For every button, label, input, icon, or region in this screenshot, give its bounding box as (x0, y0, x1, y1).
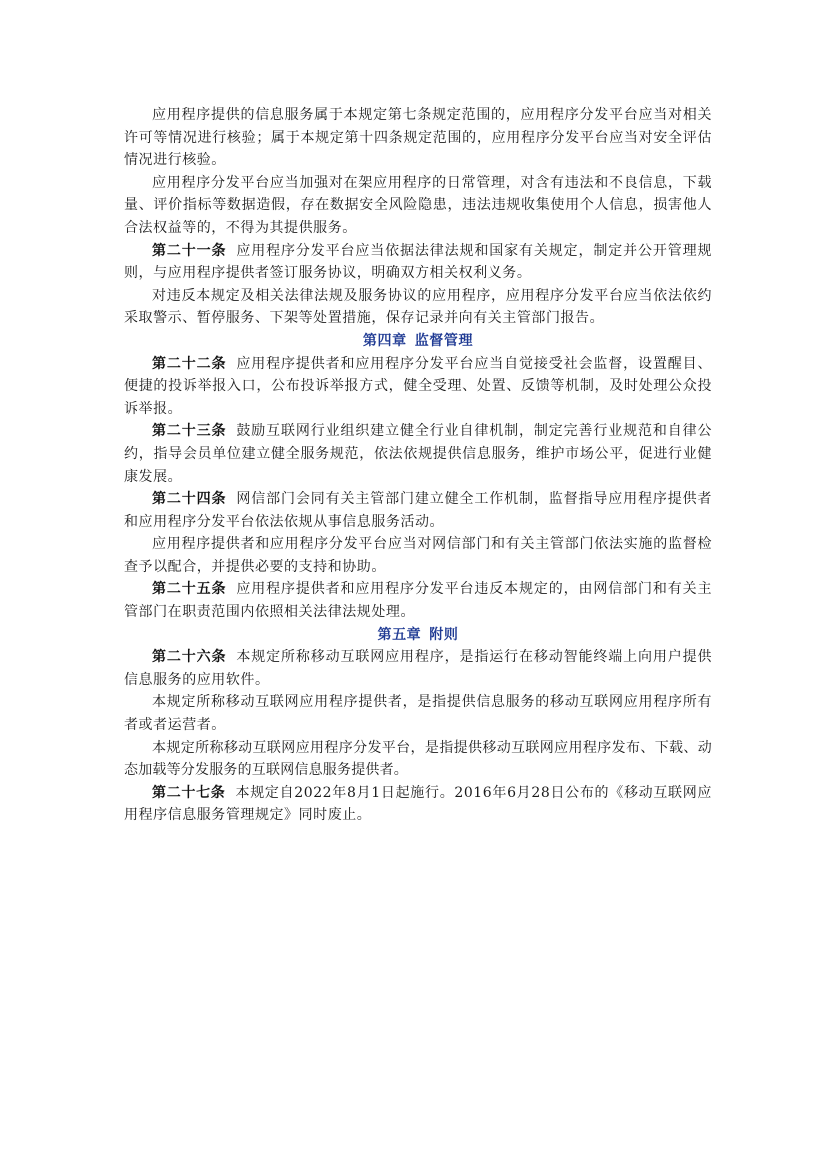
paragraph-text: 应用程序分发平台应当加强对在架应用程序的日常管理，对含有违法和不良信息，下载量、评价指标等数据造假，存在数据安全风险隐患，违法违规收集使用个人信息，损害他人合法权益等的，不得为其提供服务。 (124, 174, 712, 236)
chapter-title: 监督管理 (414, 332, 474, 349)
paragraph (124, 104, 712, 172)
paragraph-text: 网信部门会同有关主管部门建立健全工作机制，监督指导应用程序提供者和应用程序分发平台依法依规从事信息服务活动。 (124, 491, 712, 530)
paragraph (124, 353, 712, 421)
paragraph-text: 本规定自2022年8月1日起施行。2016年6月28日公布的《移动互联网应用程序信息服务管理规定》同时废止。 (124, 784, 712, 824)
paragraph (124, 420, 712, 488)
paragraph-text: 应用程序提供的信息服务属于本规定第七条规定范围的，应用程序分发平台应当对相关许可等情况进行核验；属于本规定第十四条规定范围的，应用程序分发平台应当对安全评估情况进行核验。 (124, 107, 712, 169)
article-number: 第二十二条 (152, 355, 227, 372)
document-page (124, 104, 712, 827)
article-number: 第二十五条 (152, 581, 227, 598)
paragraph-text: 应用程序分发平台应当依据法律法规和国家有关规定，制定并公开管理规则，与应用程序提供者签订服务协议，明确双方相关权利义务。 (124, 242, 712, 282)
paragraph-text: 对违反本规定及相关法律法规及服务协议的应用程序，应用程序分发平台应当依法依约采取警示、暂停服务、下架等处置措施，保存记录并向有关主管部门报告。 (124, 287, 712, 327)
chapter-heading (124, 624, 712, 647)
article-number: 第二十四条 (152, 491, 227, 508)
chapter-number: 第五章 (377, 626, 422, 643)
article-number: 第二十一条 (152, 242, 227, 259)
paragraph (124, 533, 712, 578)
paragraph-text: 本规定所称移动互联网应用程序，是指运行在移动智能终端上向用户提供信息服务的应用软件。 (124, 649, 712, 688)
paragraph (124, 240, 712, 285)
paragraph-text: 应用程序提供者和应用程序分发平台违反本规定的，由网信部门和有关主管部门在职责范围内依照相关法律法规处理。 (124, 581, 712, 621)
chapter-number: 第四章 (362, 332, 407, 349)
paragraph (124, 782, 712, 827)
paragraph (124, 285, 712, 330)
paragraph-text: 本规定所称移动互联网应用程序分发平台，是指提供移动互联网应用程序发布、下载、动态加载等分发服务的互联网信息服务提供者。 (124, 739, 712, 779)
paragraph (124, 578, 712, 623)
article-number: 第二十六条 (152, 649, 227, 666)
paragraph (124, 488, 712, 533)
article-number: 第二十三条 (152, 423, 227, 440)
paragraph (124, 646, 712, 691)
article-number: 第二十七条 (152, 784, 226, 801)
paragraph (124, 737, 712, 782)
paragraph-text: 应用程序提供者和应用程序分发平台应当对网信部门和有关主管部门依法实施的监督检查予以配合，并提供必要的支持和协助。 (124, 536, 712, 575)
paragraph (124, 172, 712, 240)
paragraph-text: 鼓励互联网行业组织建立健全行业自律机制，制定完善行业规范和自律公约，指导会员单位建立健全服务规范，依法依规提供信息服务，维护市场公平，促进行业健康发展。 (124, 423, 712, 485)
paragraph-text: 本规定所称移动互联网应用程序提供者，是指提供信息服务的移动互联网应用程序所有者或者运营者。 (124, 694, 712, 734)
paragraph (124, 691, 712, 736)
chapter-heading (124, 330, 712, 353)
chapter-title: 附则 (429, 626, 459, 643)
paragraph-text: 应用程序提供者和应用程序分发平台应当自觉接受社会监督，设置醒目、便捷的投诉举报入口，公布投诉举报方式，健全受理、处置、反馈等机制，及时处理公众投诉举报。 (124, 355, 712, 417)
